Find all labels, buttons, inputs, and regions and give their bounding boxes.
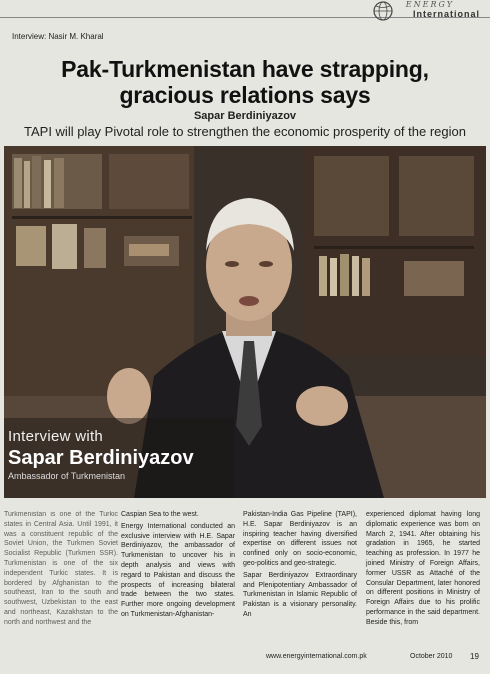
column-4-paragraph: experienced diplomat having long diplomatic experience was born on March 2, 1941. After obtaining his gradation in 1965, he started teaching as profession. In 1977 he joined Ministry of Foreign Affairs, former USSR as Attaché of the Consular Department, later honored on different positions in Ministry of Foreign Affairs due to his prolific performance in the said department. Beside this, from bbox=[366, 511, 480, 626]
headline-line-1: Pak-Turkmenistan have strapping, bbox=[61, 56, 429, 82]
globe-icon bbox=[372, 0, 394, 22]
page-number: 19 bbox=[470, 652, 479, 661]
deck-text: TAPI will play Pivotal role to strengthen the economic prosperity of the region bbox=[24, 124, 466, 139]
headline bbox=[0, 56, 490, 108]
photo-caption bbox=[8, 428, 194, 481]
footer-date: October 2010 bbox=[410, 653, 453, 660]
byline: Interview: Nasir M. Kharal bbox=[12, 32, 104, 41]
caption-title: Ambassador of Turkmenistan bbox=[8, 471, 126, 481]
caption-name: Sapar Berdiniyazov bbox=[8, 447, 194, 469]
column-3-paragraph-1: Pakistan-India Gas Pipeline (TAPI), H.E. Sapar Berdiniyazov is an inspiring teacher having diversified expertise on different issues not confined only on socio-economic, geo-politics and geo-strategic. bbox=[243, 511, 357, 567]
logo-energy-text: ENERGY bbox=[405, 0, 454, 9]
footer-url: www.energyinternational.com.pk bbox=[266, 653, 367, 660]
article-column-1 bbox=[4, 510, 118, 630]
article-column-4 bbox=[366, 510, 480, 630]
column-2-paragraph-1: Caspian Sea to the west. bbox=[121, 511, 199, 518]
caption-interview-with: Interview with bbox=[8, 428, 104, 445]
article-column-2 bbox=[121, 510, 235, 622]
column-1-paragraph: Turkmenistan is one of the Turkic states in Central Asia. Until 1991, it was a constituent republic of the Soviet Union, the Turkmen Soviet Socialist Republic (Turkmen SSR). Turkmenistan is one of the six independent Turkic states. It is bordered by Afghanistan to the southeast, Iran to the south and southwest, Uzbekistan to the east and northeast, Kazakhstan to the north and northwest and the bbox=[4, 511, 118, 626]
logo-international-text: International bbox=[412, 9, 480, 19]
headline-name: Sapar Berdiniyazov bbox=[193, 110, 297, 122]
article-column-3 bbox=[243, 510, 357, 622]
column-3-paragraph-2: Sapar Berdiniyazov Extraordinary and Plenipotentiary Ambassador of Turkmenistan in Islamic Republic of Pakistan is a visionary personality. An bbox=[243, 571, 357, 618]
magazine-logo bbox=[372, 0, 484, 22]
headline-line-2: gracious relations says bbox=[119, 82, 371, 108]
column-2-paragraph-2: Energy International conducted an exclusive interview with H.E. Sapar Berdiniyazov, the ambassador of Turkmenistan to uncover his in depth analysis and views with regard to Pakistan and discuss the prospects of increasing bilateral trade between the two states. Further more ongoing development on Turkmenistan-Afghanistan- bbox=[121, 522, 235, 618]
